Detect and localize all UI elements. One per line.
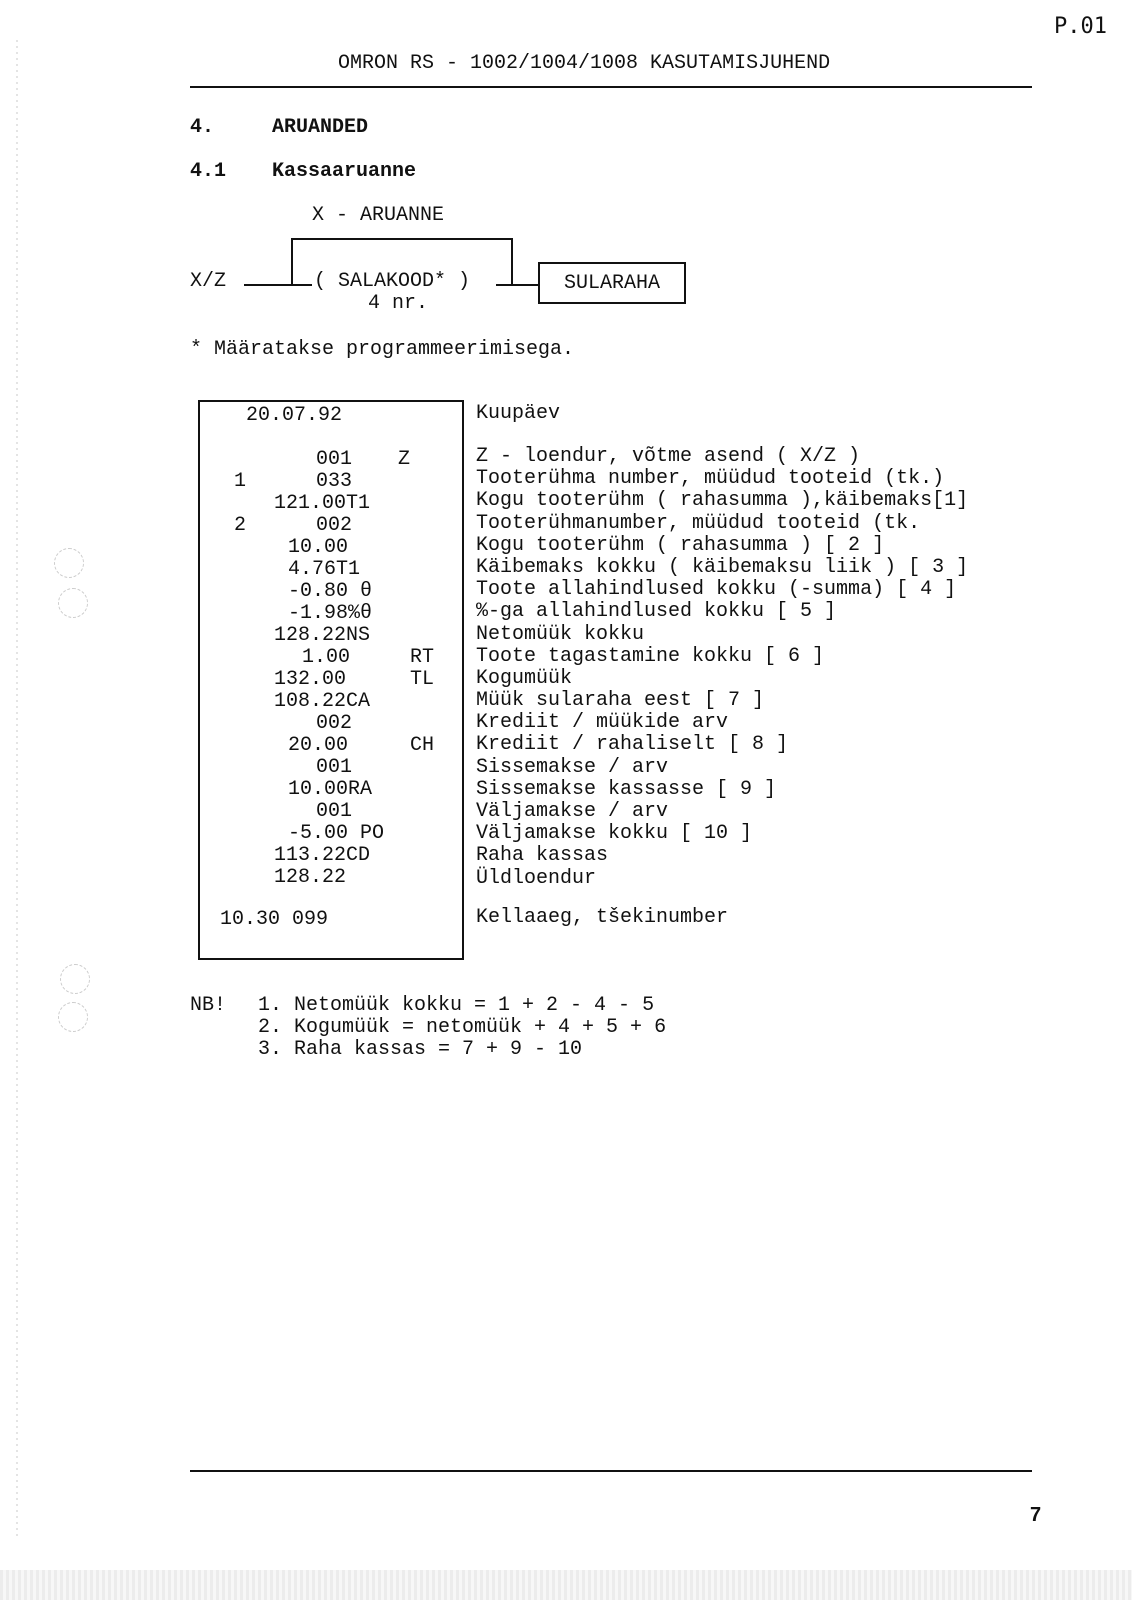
description-item: Müük sularaha eest [ 7 ] [476, 689, 765, 713]
receipt-row [200, 624, 462, 646]
receipt-value: 002 [316, 712, 353, 735]
receipt-value: 033 [316, 470, 353, 493]
scan-mark [58, 1002, 88, 1032]
flow-top-label: X - ARUANNE [312, 204, 445, 227]
receipt-row [200, 536, 462, 558]
receipt-row [200, 492, 462, 514]
flow-code-note: 4 nr. [368, 292, 429, 315]
scan-left-edge [16, 40, 18, 1540]
scan-bottom-edge [0, 1570, 1132, 1600]
description-item: Krediit / rahaliselt [ 8 ] [476, 733, 789, 757]
section-title: ARUANDED [272, 116, 369, 139]
footer-rule [190, 1470, 1032, 1472]
flow-line-left [244, 284, 312, 286]
receipt-row [200, 778, 462, 800]
note-item: 1. Netomüük kokku = 1 + 2 - 4 - 5 [258, 994, 655, 1017]
receipt-value: 20.07.92 [246, 404, 343, 427]
receipt-row [200, 712, 462, 734]
flow-code: ( SALAKOOD* ) [314, 270, 471, 293]
description-item: Kogumüük [476, 666, 573, 690]
receipt-value: 132.00 [274, 668, 347, 691]
section-number: 4. [190, 116, 215, 139]
receipt-group-no: 2 [234, 514, 247, 537]
receipt-value: 108.22CA [274, 690, 371, 713]
receipt-row [200, 844, 462, 866]
receipt-value: 121.00T1 [274, 492, 371, 515]
header-rule [190, 86, 1032, 88]
receipt-row [200, 756, 462, 778]
scan-mark [54, 548, 84, 578]
description-item: Raha kassas [476, 844, 609, 868]
receipt-row [200, 668, 462, 690]
receipt-value: 10.00RA [288, 778, 373, 801]
description-item: Toote tagastamine kokku [ 6 ] [476, 644, 825, 668]
description-item: Kogu tooterühm ( rahasumma ) [ 2 ] [476, 533, 885, 557]
description-item: Netomüük kokku [476, 622, 645, 646]
receipt-row [200, 558, 462, 580]
description-item: Sissemakse / arv [476, 755, 669, 779]
receipt-row [200, 514, 462, 536]
receipt-mark: Z [398, 448, 411, 471]
receipt-box [198, 400, 464, 960]
description-item: Kogu tooterühm ( rahasumma ),käibemaks[1] [476, 489, 969, 513]
receipt-row [200, 866, 462, 888]
subsection-title: Kassaaruanne [272, 160, 417, 183]
receipt-row [200, 646, 462, 668]
description-item: Toote allahindlused kokku (-summa) [ 4 ] [476, 578, 957, 602]
header-title: OMRON RS - 1002/1004/1008 KASUTAMISJUHEND [338, 52, 831, 75]
receipt-row [200, 602, 462, 624]
flow-end-box [538, 262, 686, 304]
description-date: Kuupäev [476, 402, 561, 425]
notes-label: NB! [190, 994, 227, 1017]
receipt-row [200, 404, 462, 426]
description-item: Tooterühmanumber, müüdud tooteid (tk. [476, 511, 921, 535]
description-item: %-ga allahindlused kokku [ 5 ] [476, 600, 837, 624]
receipt-row [200, 734, 462, 756]
description-time: Kellaaeg, tšekinumber [476, 906, 729, 929]
receipt-value: -0.80 θ [288, 580, 373, 603]
receipt-value: -5.00 PO [288, 822, 385, 845]
receipt-value: 10.00 [288, 536, 349, 559]
description-item: Käibemaks kokku ( käibemaksu liik ) [ 3 ] [476, 555, 969, 579]
description-item: Väljamakse / arv [476, 800, 669, 823]
scan-mark [60, 964, 90, 994]
subsection-number: 4.1 [190, 160, 227, 183]
description-item: Z - loendur, võtme asend ( X/Z ) [476, 445, 861, 468]
description-item: Tooterühma number, müüdud tooteid (tk.) [476, 467, 945, 491]
receipt-row [200, 822, 462, 844]
receipt-row [200, 580, 462, 602]
receipt-row [200, 470, 462, 492]
note-item: 3. Raha kassas = 7 + 9 - 10 [258, 1038, 583, 1061]
receipt-group-no: 1 [234, 470, 247, 493]
flow-line-right [496, 284, 538, 286]
receipt-value: 4.76T1 [288, 558, 361, 581]
receipt-value: 002 [316, 514, 353, 537]
receipt-row [200, 908, 462, 930]
receipt-mark: CH [410, 734, 435, 757]
footnote: * Määratakse programmeerimisega. [190, 338, 575, 361]
description-item: Sissemakse kassasse [ 9 ] [476, 777, 777, 801]
receipt-value: 113.22CD [274, 844, 371, 867]
receipt-value: 20.00 [288, 734, 349, 757]
receipt-value: 128.22 [274, 866, 347, 889]
flow-end-label: SULARAHA [563, 271, 660, 295]
flow-start: X/Z [190, 270, 227, 293]
description-item: Väljamakse kokku [ 10 ] [476, 822, 753, 846]
receipt-value: 10.30 099 [220, 908, 329, 931]
description-list [476, 446, 1096, 890]
receipt-value: -1.98%θ [288, 602, 373, 625]
description-item: Krediit / müükide arv [476, 711, 729, 735]
note-item: 2. Kogumüük = netomüük + 4 + 5 + 6 [258, 1016, 667, 1039]
receipt-value: 128.22NS [274, 624, 371, 647]
receipt-row [200, 800, 462, 822]
corner-tag: P.01 [1054, 14, 1107, 39]
scan-mark [58, 588, 88, 618]
page-number: 7 [1030, 1504, 1042, 1526]
receipt-value: 001 [316, 448, 353, 471]
receipt-row [200, 448, 462, 470]
receipt-value: 001 [316, 756, 353, 779]
receipt-mark: RT [410, 646, 435, 669]
description-item: Üldloendur [476, 866, 597, 890]
receipt-value: 1.00 [302, 646, 351, 669]
receipt-mark: TL [410, 668, 435, 691]
receipt-value: 001 [316, 800, 353, 823]
receipt-row [200, 690, 462, 712]
